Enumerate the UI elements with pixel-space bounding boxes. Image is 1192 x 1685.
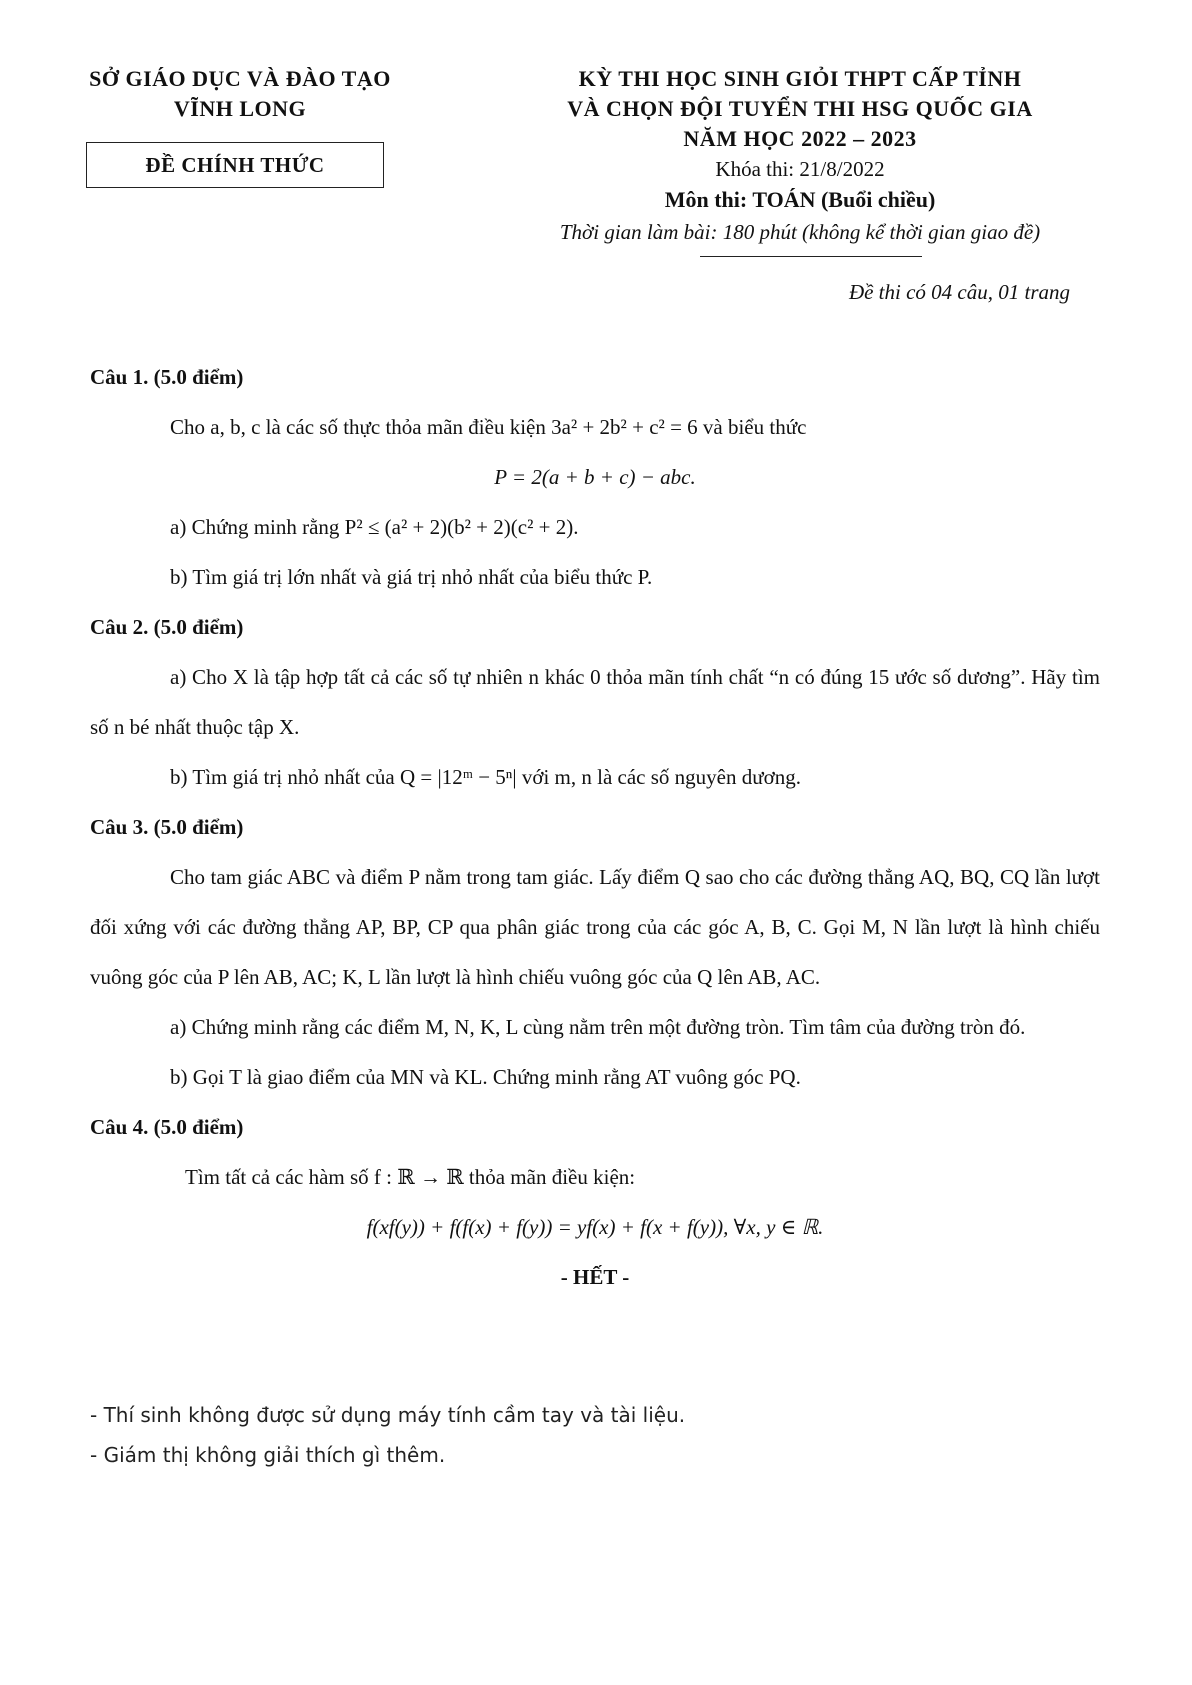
exam-title-line-1: KỲ THI HỌC SINH GIỎI THPT CẤP TỈNH [578, 66, 1022, 91]
exam-session: Khóa thi: 21/8/2022 [715, 157, 885, 181]
question-1-formula: P = 2(a + b + c) − abc. [494, 465, 696, 489]
question-3-title: Câu 3. (5.0 điểm) [90, 815, 244, 839]
question-2-part-b: b) Tìm giá trị nhỏ nhất của Q = |12ᵐ − 5ⁿ| với m, n là các số nguyên dương. [170, 765, 801, 789]
exam-subject: Môn thi: TOÁN (Buổi chiều) [664, 187, 936, 212]
official-label-box [86, 142, 384, 188]
question-2-part-a: a) Cho X là tập hợp tất cả các số tự nhiên n khác 0 thỏa mãn tính chất “n có đúng 15 ước số dương”. Hãy tìm số n bé nhất thuộc tập X. [90, 665, 1100, 739]
question-1-title: Câu 1. (5.0 điểm) [90, 365, 244, 389]
question-4-title: Câu 4. (5.0 điểm) [90, 1115, 244, 1139]
official-label: ĐỀ CHÍNH THỨC [145, 152, 325, 177]
exam-time: Thời gian làm bài: 180 phút (không kể thời gian giao đề) [559, 220, 1041, 244]
end-mark: - HẾT - [560, 1265, 630, 1289]
question-4-formula: f(xf(y)) + f(f(x) + f(y)) = yf(x) + f(x + f(y)), ∀x, y ∈ ℝ. [366, 1215, 824, 1239]
questions-body [90, 352, 1100, 1302]
question-3-intro: Cho tam giác ABC và điểm P nằm trong tam giác. Lấy điểm Q sao cho các đường thẳng AQ, BQ, CQ lần lượt đối xứng với các đường thẳng AP, BP, CP qua phân giác trong của các góc A, B, C. Gọi M, N lần lượt là hình chiếu vuông góc của P lên AB, AC; K, L lần lượt là hình chiếu vuông góc của Q lên AB, AC. [90, 865, 1100, 989]
header-left [40, 64, 440, 124]
question-4-intro: Tìm tất cả các hàm số f : ℝ → ℝ thỏa mãn điều kiện: [185, 1165, 636, 1189]
question-3-part-a: a) Chứng minh rằng các điểm M, N, K, L cùng nằm trên một đường tròn. Tìm tâm của đường tròn đó. [170, 1015, 1026, 1039]
question-1-intro: Cho a, b, c là các số thực thỏa mãn điều kiện 3a² + 2b² + c² = 6 và biểu thức [170, 415, 807, 439]
org-line-1: SỞ GIÁO DỤC VÀ ĐÀO TẠO [89, 66, 391, 91]
header-divider [700, 256, 922, 257]
question-2-title: Câu 2. (5.0 điểm) [90, 615, 244, 639]
org-line-2: VĨNH LONG [173, 96, 307, 121]
question-3-part-b: b) Gọi T là giao điểm của MN và KL. Chứng minh rằng AT vuông góc PQ. [170, 1065, 801, 1089]
page-note: Đề thi có 04 câu, 01 trang [848, 280, 1070, 304]
note-1: - Thí sinh không được sử dụng máy tính cầm tay và tài liệu. [90, 1403, 686, 1427]
footer-notes [90, 1395, 685, 1475]
note-2: - Giám thị không giải thích gì thêm. [90, 1443, 446, 1467]
school-year: NĂM HỌC 2022 – 2023 [683, 126, 917, 151]
question-1-part-a: a) Chứng minh rằng P² ≤ (a² + 2)(b² + 2)(c² + 2). [170, 515, 579, 539]
question-1-part-b: b) Tìm giá trị lớn nhất và giá trị nhỏ nhất của biểu thức P. [170, 565, 653, 589]
exam-title-line-2: VÀ CHỌN ĐỘI TUYỂN THI HSG QUỐC GIA [567, 96, 1033, 121]
header-right [480, 64, 1120, 248]
